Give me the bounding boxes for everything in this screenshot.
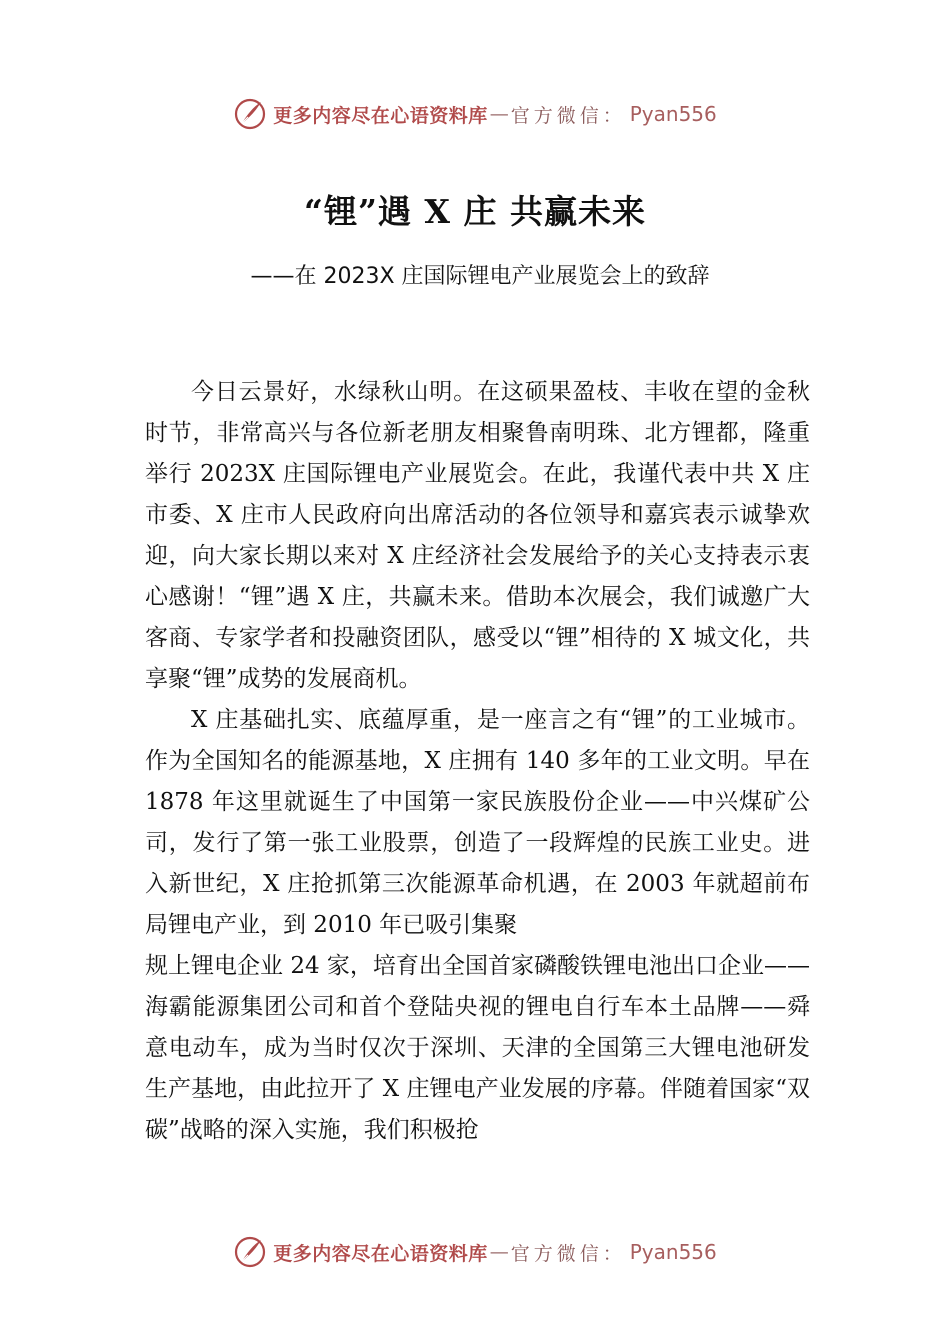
document-subtitle: ——在 2023X 庄国际锂电产业展览会上的致辞 [250, 264, 710, 289]
paragraph: 今日云景好，水绿秋山明。在这硕果盈枝、丰收在望的金秋时节，非常高兴与各位新老朋友相聚鲁南明珠、北方锂都，隆重举行 2023X 庄国际锂电产业展览会。在此，我谨代表中共 X 庄市委、X 庄市人民政府向出席活动的各位领导和嘉宾表示诚挚欢迎，向大家长期以来对 X 庄经济社会发展给予的关心支持表示衷心感谢！“锂”遇 X 庄，共赢未来。借助本次展会，我们诚邀广大客商、专家学者和投融资团队，感受以“锂”相待的 X 城文化，共享聚“锂”成势的发展商机。 [145, 379, 810, 692]
banner-wechat-id: Pyan556 [629, 1240, 717, 1264]
paragraph: X 庄基础扎实、底蕴厚重，是一座言之有“锂”的工业城市。作为全国知名的能源基地，X 庄拥有 140 多年的工业文明。早在 1878 年这里就诞生了中国第一家民族股份企业——中兴煤矿公司，发行了第一张工业股票，创造了一段辉煌的民族工业史。进入新世纪，X 庄抢抓第三次能源革命机遇，在 2003 年就超前布局锂电产业，到 2010 年已吸引集聚 [145, 707, 810, 938]
document-title: “锂”遇 X 庄 共赢未来 [303, 192, 647, 231]
quill-logo-icon [233, 97, 267, 131]
banner-wechat-id: Pyan556 [629, 102, 717, 126]
banner-slogan: 更多内容尽在心语资料库 [273, 1242, 488, 1265]
banner-dash: — [489, 103, 509, 125]
footer-banner [0, 1232, 950, 1272]
header-banner [0, 94, 950, 134]
banner-dash: — [489, 1241, 509, 1263]
banner-wechat-label: 官方微信： [510, 104, 626, 127]
banner-wechat-label: 官方微信： [510, 1242, 626, 1265]
paragraph: 规上锂电企业 24 家，培育出全国首家磷酸铁锂电池出口企业——海霸能源集团公司和首个登陆央视的锂电自行车本土品牌——舜意电动车，成为当时仅次于深圳、天津的全国第三大锂电池研发生产基地，由此拉开了 X 庄锂电产业发展的序幕。伴随着国家“双碳”战略的深入实施，我们积极抢 [145, 953, 810, 1143]
quill-logo-icon [233, 1235, 267, 1269]
banner-slogan: 更多内容尽在心语资料库 [273, 104, 488, 127]
document-body [145, 372, 810, 1151]
